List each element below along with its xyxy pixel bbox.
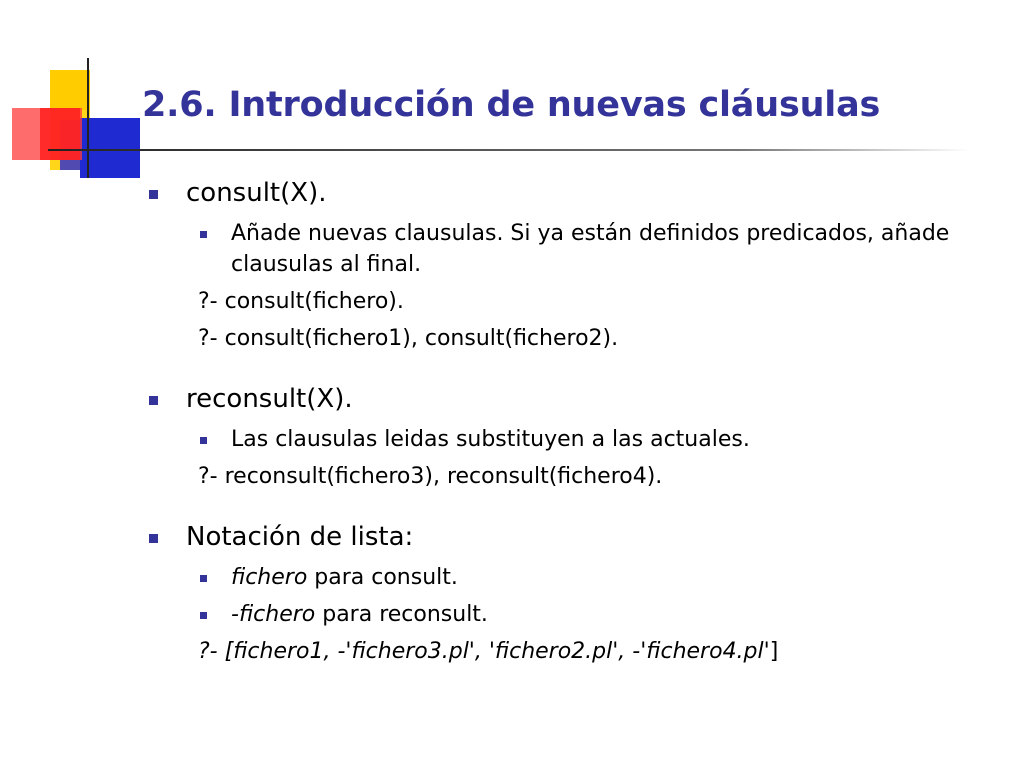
code-line-italic: ?- [fichero1, -'fichero3.pl', 'fichero2.pl', -'fichero4.pl' bbox=[198, 639, 770, 664]
sub-bullet-text: para consult. bbox=[307, 565, 458, 590]
square-bullet-icon bbox=[149, 396, 158, 405]
sub-bullet-italic: -fichero bbox=[231, 602, 316, 627]
code-line: ?- consult(fichero1), consult(fichero2). bbox=[198, 326, 619, 351]
title-underline bbox=[50, 149, 970, 151]
slide-content bbox=[145, 176, 1005, 667]
code-line: ?- consult(fichero). bbox=[198, 289, 404, 314]
slide-title: 2.6. Introducción de nuevas cláusulas bbox=[142, 85, 881, 125]
sub-bullet bbox=[231, 599, 1005, 630]
square-bullet-icon bbox=[200, 612, 207, 619]
sub-bullet bbox=[231, 218, 1005, 280]
bullet-text: Notación de lista: bbox=[186, 522, 414, 552]
bullet-text: reconsult(X). bbox=[186, 384, 353, 414]
sub-bullet-text: Añade nuevas clausulas. Si ya están definidos predicados, añade clausulas al final. bbox=[231, 221, 950, 277]
square-bullet-icon bbox=[200, 231, 207, 238]
bullet-reconsult bbox=[145, 382, 1005, 416]
code-line-rest: ] bbox=[769, 639, 779, 664]
sub-bullet-text: para reconsult. bbox=[315, 602, 488, 627]
sub-bullet bbox=[231, 562, 1005, 593]
bullet-consult bbox=[145, 176, 1005, 210]
bullet-list-notation bbox=[145, 520, 1005, 554]
square-bullet-icon bbox=[149, 534, 158, 543]
sub-bullet bbox=[231, 424, 1005, 455]
square-bullet-icon bbox=[200, 575, 207, 582]
square-bullet-icon bbox=[200, 437, 207, 444]
decorative-logo bbox=[0, 0, 140, 180]
code-line: ?- reconsult(fichero3), reconsult(fichero4). bbox=[198, 464, 663, 489]
code-line bbox=[198, 636, 1005, 667]
sub-bullet-text: Las clausulas leidas substituyen a las actuales. bbox=[231, 427, 750, 452]
square-bullet-icon bbox=[149, 190, 158, 199]
bullet-text: consult(X). bbox=[186, 178, 327, 208]
sub-bullet-italic: fichero bbox=[231, 565, 308, 590]
